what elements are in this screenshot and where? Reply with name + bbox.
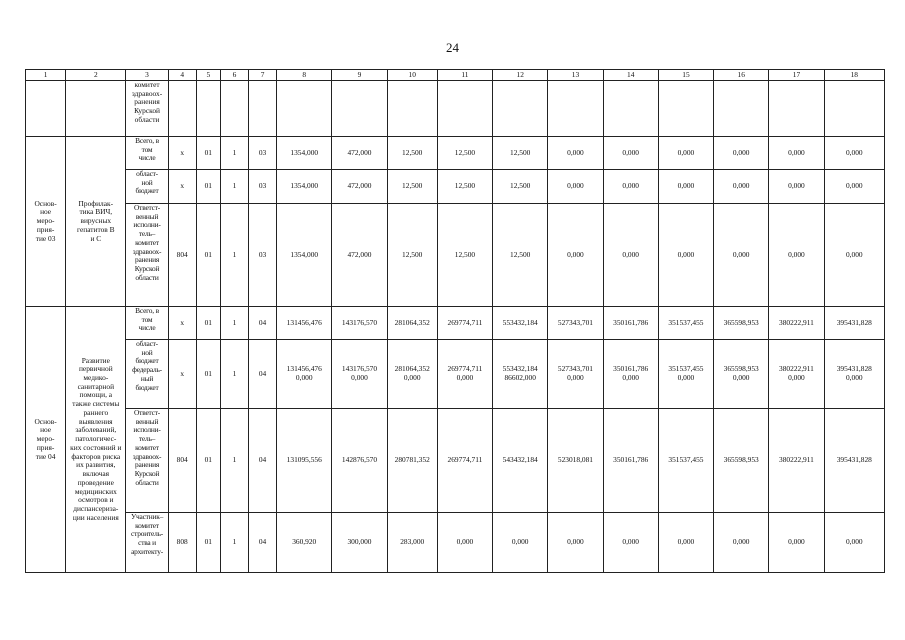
funding-source-cell: област- ной бюджет федераль- ный бюджет: [126, 340, 168, 409]
amount-cell: 12,500: [437, 137, 492, 170]
column-number-2: 2: [66, 70, 126, 81]
column-number-18: 18: [824, 70, 884, 81]
funding-source-cell: Участник– комитет строитель- ства и архитекту-: [126, 513, 168, 573]
target-code-cell: 04: [248, 409, 276, 513]
section-code-cell: 01: [196, 513, 220, 573]
column-number-12: 12: [493, 70, 548, 81]
column-number-row: [26, 70, 885, 81]
amount-cell: 472,000: [332, 204, 387, 307]
grbs-code-cell: х: [168, 137, 196, 170]
continuation-row: [26, 81, 885, 137]
amount-cell: 12,500: [387, 204, 437, 307]
amount-cell: 269774,711 0,000: [437, 340, 492, 409]
amount-cell: 350161,786: [603, 409, 658, 513]
column-number-14: 14: [603, 70, 658, 81]
amount-cell: 472,000: [332, 170, 387, 204]
column-number-15: 15: [658, 70, 713, 81]
amount-cell: 351537,455: [658, 409, 713, 513]
measure-description-cell: Развитие первичной медико- санитарной помощи, а также системы раннего выявления заболеваний, патологичес- ких состояний и факторов риска их развития, включая проведение медицинских осмотров и диспансериза- ции населения: [66, 307, 126, 573]
amount-cell: 360,920: [277, 513, 332, 573]
amount-cell: 12,500: [493, 204, 548, 307]
amount-cell: 131456,476 0,000: [277, 340, 332, 409]
amount-cell: 527343,701: [548, 307, 603, 340]
funding-source-cell: Всего, в том числе: [126, 137, 168, 170]
column-number-16: 16: [714, 70, 769, 81]
target-code-cell: 03: [248, 204, 276, 307]
column-number-7: 7: [248, 70, 276, 81]
target-code-cell: 03: [248, 137, 276, 170]
amount-cell: 0,000: [769, 137, 824, 170]
amount-cell: 12,500: [437, 170, 492, 204]
amount-cell: 350161,786: [603, 307, 658, 340]
column-number-6: 6: [220, 70, 248, 81]
amount-cell: 0,000: [603, 137, 658, 170]
subsection-code-cell: 1: [220, 409, 248, 513]
table-row: [26, 307, 885, 340]
amount-cell: 0,000: [658, 137, 713, 170]
amount-cell: 281064,352 0,000: [387, 340, 437, 409]
target-code-cell: 04: [248, 340, 276, 409]
amount-cell: 0,000: [603, 513, 658, 573]
table-row: [26, 137, 885, 170]
amount-cell: 472,000: [332, 137, 387, 170]
column-number-8: 8: [277, 70, 332, 81]
measure-description-cell: Профилак- тика ВИЧ, вирусных гепатитов В и С: [66, 137, 126, 307]
table-row: [26, 204, 885, 307]
subsection-code-cell: 1: [220, 170, 248, 204]
amount-cell: 553432,184 86602,000: [493, 340, 548, 409]
column-number-13: 13: [548, 70, 603, 81]
column-number-10: 10: [387, 70, 437, 81]
subsection-code-cell: 1: [220, 340, 248, 409]
amount-cell: 1354,000: [277, 170, 332, 204]
amount-cell: 543432,184: [493, 409, 548, 513]
amount-cell: 395431,828: [824, 409, 884, 513]
amount-cell: 269774,711: [437, 409, 492, 513]
amount-cell: 131456,476: [277, 307, 332, 340]
target-code-cell: 03: [248, 170, 276, 204]
amount-cell: 12,500: [387, 137, 437, 170]
cell-col1: [26, 81, 66, 137]
funding-source-cell: област- ной бюджет: [126, 170, 168, 204]
amount-cell: 12,500: [493, 137, 548, 170]
grbs-code-cell: х: [168, 170, 196, 204]
amount-cell: 395431,828: [824, 307, 884, 340]
amount-cell: 0,000: [548, 137, 603, 170]
program-funding-table: [25, 69, 885, 573]
amount-cell: 300,000: [332, 513, 387, 573]
amount-cell: 553432,184: [493, 307, 548, 340]
column-number-5: 5: [196, 70, 220, 81]
amount-cell: 0,000: [769, 513, 824, 573]
amount-cell: 0,000: [714, 170, 769, 204]
executor-cell: комитет здравоох- ранения Курской области: [126, 81, 168, 137]
measure-name-cell: Основ- ное меро- прия- тие 03: [26, 137, 66, 307]
subsection-code-cell: 1: [220, 204, 248, 307]
amount-cell: 380222,911 0,000: [769, 340, 824, 409]
amount-cell: 0,000: [714, 137, 769, 170]
amount-cell: 523018,081: [548, 409, 603, 513]
section-code-cell: 01: [196, 137, 220, 170]
amount-cell: 0,000: [548, 204, 603, 307]
amount-cell: 0,000: [824, 170, 884, 204]
subsection-code-cell: 1: [220, 137, 248, 170]
amount-cell: 143176,570: [332, 307, 387, 340]
amount-cell: 0,000: [769, 204, 824, 307]
amount-cell: 0,000: [658, 170, 713, 204]
amount-cell: 0,000: [548, 513, 603, 573]
section-code-cell: 01: [196, 307, 220, 340]
amount-cell: 12,500: [437, 204, 492, 307]
amount-cell: 527343,701 0,000: [548, 340, 603, 409]
amount-cell: 350161,786 0,000: [603, 340, 658, 409]
subsection-code-cell: 1: [220, 307, 248, 340]
amount-cell: 0,000: [548, 170, 603, 204]
amount-cell: 0,000: [824, 137, 884, 170]
amount-cell: 351537,455: [658, 307, 713, 340]
amount-cell: 280781,352: [387, 409, 437, 513]
funding-source-cell: Всего, в том числе: [126, 307, 168, 340]
section-code-cell: 01: [196, 170, 220, 204]
grbs-code-cell: 804: [168, 204, 196, 307]
grbs-code-cell: 808: [168, 513, 196, 573]
amount-cell: 1354,000: [277, 137, 332, 170]
amount-cell: 380222,911: [769, 409, 824, 513]
amount-cell: 0,000: [658, 513, 713, 573]
target-code-cell: 04: [248, 513, 276, 573]
table-row: [26, 340, 885, 409]
table-row: [26, 513, 885, 573]
amount-cell: 351537,455 0,000: [658, 340, 713, 409]
table-row: [26, 409, 885, 513]
section-code-cell: 01: [196, 340, 220, 409]
amount-cell: 0,000: [603, 170, 658, 204]
column-number-1: 1: [26, 70, 66, 81]
funding-source-cell: Ответст- венный исполни- тель– комитет здравоох- ранения Курской области: [126, 204, 168, 307]
amount-cell: 142876,570: [332, 409, 387, 513]
amount-cell: 281064,352: [387, 307, 437, 340]
grbs-code-cell: 804: [168, 409, 196, 513]
column-number-3: 3: [126, 70, 168, 81]
table-row: [26, 170, 885, 204]
section-code-cell: 01: [196, 204, 220, 307]
amount-cell: 283,000: [387, 513, 437, 573]
amount-cell: 365598,953: [714, 307, 769, 340]
funding-source-cell: Ответст- венный исполни- тель– комитет здравоох- ранения Курской области: [126, 409, 168, 513]
amount-cell: 1354,000: [277, 204, 332, 307]
amount-cell: 12,500: [387, 170, 437, 204]
amount-cell: 0,000: [714, 513, 769, 573]
grbs-code-cell: х: [168, 340, 196, 409]
amount-cell: 0,000: [658, 204, 713, 307]
measure-name-cell: Основ- ное меро- прия- тие 04: [26, 307, 66, 573]
section-code-cell: 01: [196, 409, 220, 513]
amount-cell: 0,000: [824, 513, 884, 573]
target-code-cell: 04: [248, 307, 276, 340]
column-number-17: 17: [769, 70, 824, 81]
amount-cell: 0,000: [824, 204, 884, 307]
amount-cell: 0,000: [603, 204, 658, 307]
page-number: 24: [446, 40, 459, 55]
amount-cell: 380222,911: [769, 307, 824, 340]
amount-cell: 12,500: [493, 170, 548, 204]
amount-cell: 143176,570 0,000: [332, 340, 387, 409]
subsection-code-cell: 1: [220, 513, 248, 573]
amount-cell: 0,000: [493, 513, 548, 573]
amount-cell: 131095,556: [277, 409, 332, 513]
amount-cell: 395431,828 0,000: [824, 340, 884, 409]
amount-cell: 0,000: [769, 170, 824, 204]
amount-cell: 365598,953 0,000: [714, 340, 769, 409]
amount-cell: 0,000: [714, 204, 769, 307]
amount-cell: 269774,711: [437, 307, 492, 340]
column-number-4: 4: [168, 70, 196, 81]
cell-col2: [66, 81, 126, 137]
amount-cell: 365598,953: [714, 409, 769, 513]
column-number-11: 11: [437, 70, 492, 81]
grbs-code-cell: х: [168, 307, 196, 340]
amount-cell: 0,000: [437, 513, 492, 573]
column-number-9: 9: [332, 70, 387, 81]
